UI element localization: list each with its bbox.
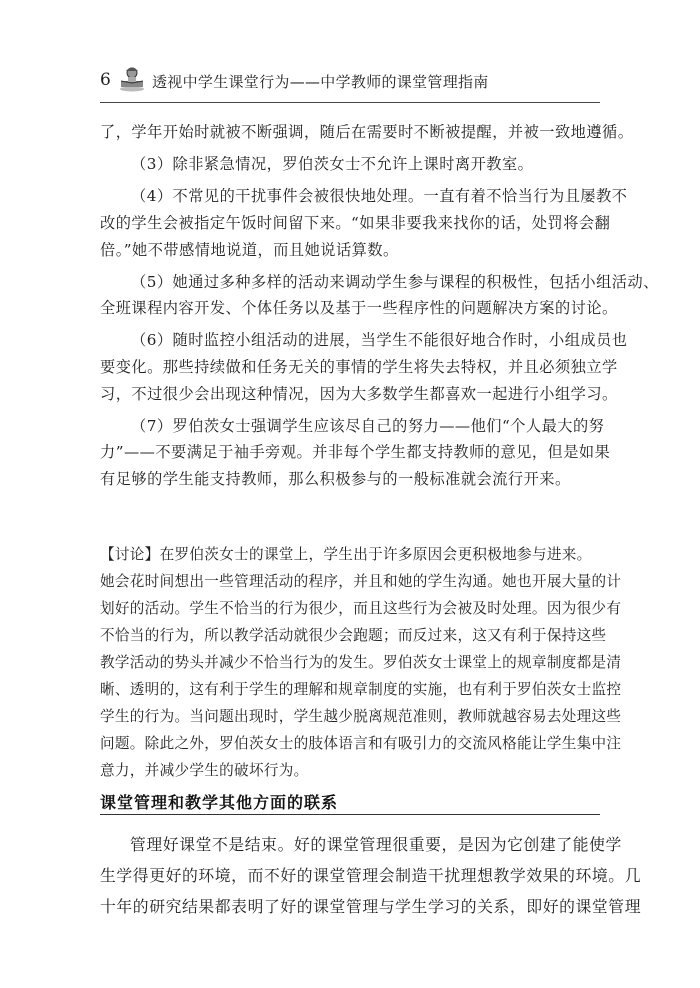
discussion-line: 意力，并减少学生的破坏行为。	[100, 762, 309, 779]
discussion-line: 问题。除此之外，罗伯茨女士的肢体语言和有吸引力的交流风格能让学生集中注	[100, 735, 622, 752]
section-divider	[100, 814, 600, 815]
page-header	[100, 66, 600, 96]
discussion-line: 学生的行为。当问题出现时，学生越少脱离规范准则，教师就越容易去处理这些	[100, 708, 622, 725]
list-line: 了，学年开始时就被不断强调，随后在需要时不断被提醒，并被一致地遵循。	[100, 123, 634, 141]
discussion-line: 她会花时间想出一些管理活动的程序，并且和她的学生沟通。她也开展大量的计	[100, 573, 622, 590]
body-line: 管理好课堂不是结束。好的课堂管理很重要，是因为它创建了能使学	[130, 835, 622, 854]
list-line: 有足够的学生能支持教师，那么积极参与的一般标准就会流行开来。	[100, 470, 571, 488]
header-divider	[100, 102, 600, 103]
body-line: 十年的研究结果都表明了好的课堂管理与学生学习的关系，即好的课堂管理	[100, 897, 642, 916]
reading-student-icon	[118, 64, 146, 92]
section-heading: 课堂管理和教学其他方面的联系	[100, 793, 339, 812]
list-line: （7）罗伯茨女士强调学生应该尽自己的努力——他们“个人最大的努	[131, 417, 605, 435]
list-line: （6）随时监控小组活动的进展，当学生不能很好地合作时，小组成员也	[131, 331, 628, 349]
list-line: （5）她通过多种多样的活动来调动学生参与课程的积极性，包括小组活动、	[131, 273, 659, 291]
list-line: 改的学生会被指定午饭时间留下来。“如果非要我来找你的话，处罚将会翻	[100, 214, 611, 232]
list-line: 习，不过很少会出现这种情况，因为大多数学生都喜欢一起进行小组学习。	[100, 385, 618, 403]
list-line: （4）不常见的干扰事件会被很快地处理。一直有着不恰当行为且屡教不	[131, 187, 628, 205]
list-line: 力”——不要满足于袖手旁观。并非每个学生都支持教师的意见，但是如果	[100, 443, 611, 461]
running-title: 透视中学生课堂行为——中学教师的课堂管理指南	[152, 73, 489, 91]
discussion-line: 划好的活动。学生不恰当的行为很少，而且这些行为会被及时处理。因为很少有	[100, 600, 622, 617]
page-number: 6	[100, 70, 111, 90]
list-line: （3）除非紧急情况，罗伯茨女士不允许上课时离开教室。	[131, 155, 534, 173]
list-line: 倍。”她不带感情地说道，而且她说话算数。	[100, 241, 399, 259]
body-line: 生学得更好的环境，而不好的课堂管理会制造干扰理想教学效果的环境。几	[100, 866, 642, 885]
list-line: 全班课程内容开发、个体任务以及基于一些程序性的问题解决方案的讨论。	[100, 299, 618, 317]
discussion-line: 【讨论】在罗伯茨女士的课堂上，学生出于许多原因会更积极地参与进来。	[100, 546, 592, 563]
discussion-line: 晰、透明的，这有利于学生的理解和规章制度的实施，也有利于罗伯茨女士监控	[100, 681, 622, 698]
discussion-line: 不恰当的行为，所以教学活动就很少会跑题；而反过来，这又有利于保持这些	[100, 627, 607, 644]
discussion-line: 教学活动的势头并减少不恰当行为的发生。罗伯茨女士课堂上的规章制度都是清	[100, 654, 622, 671]
list-line: 要变化。那些持续做和任务无关的事情的学生将失去特权，并且必须独立学	[100, 358, 618, 376]
